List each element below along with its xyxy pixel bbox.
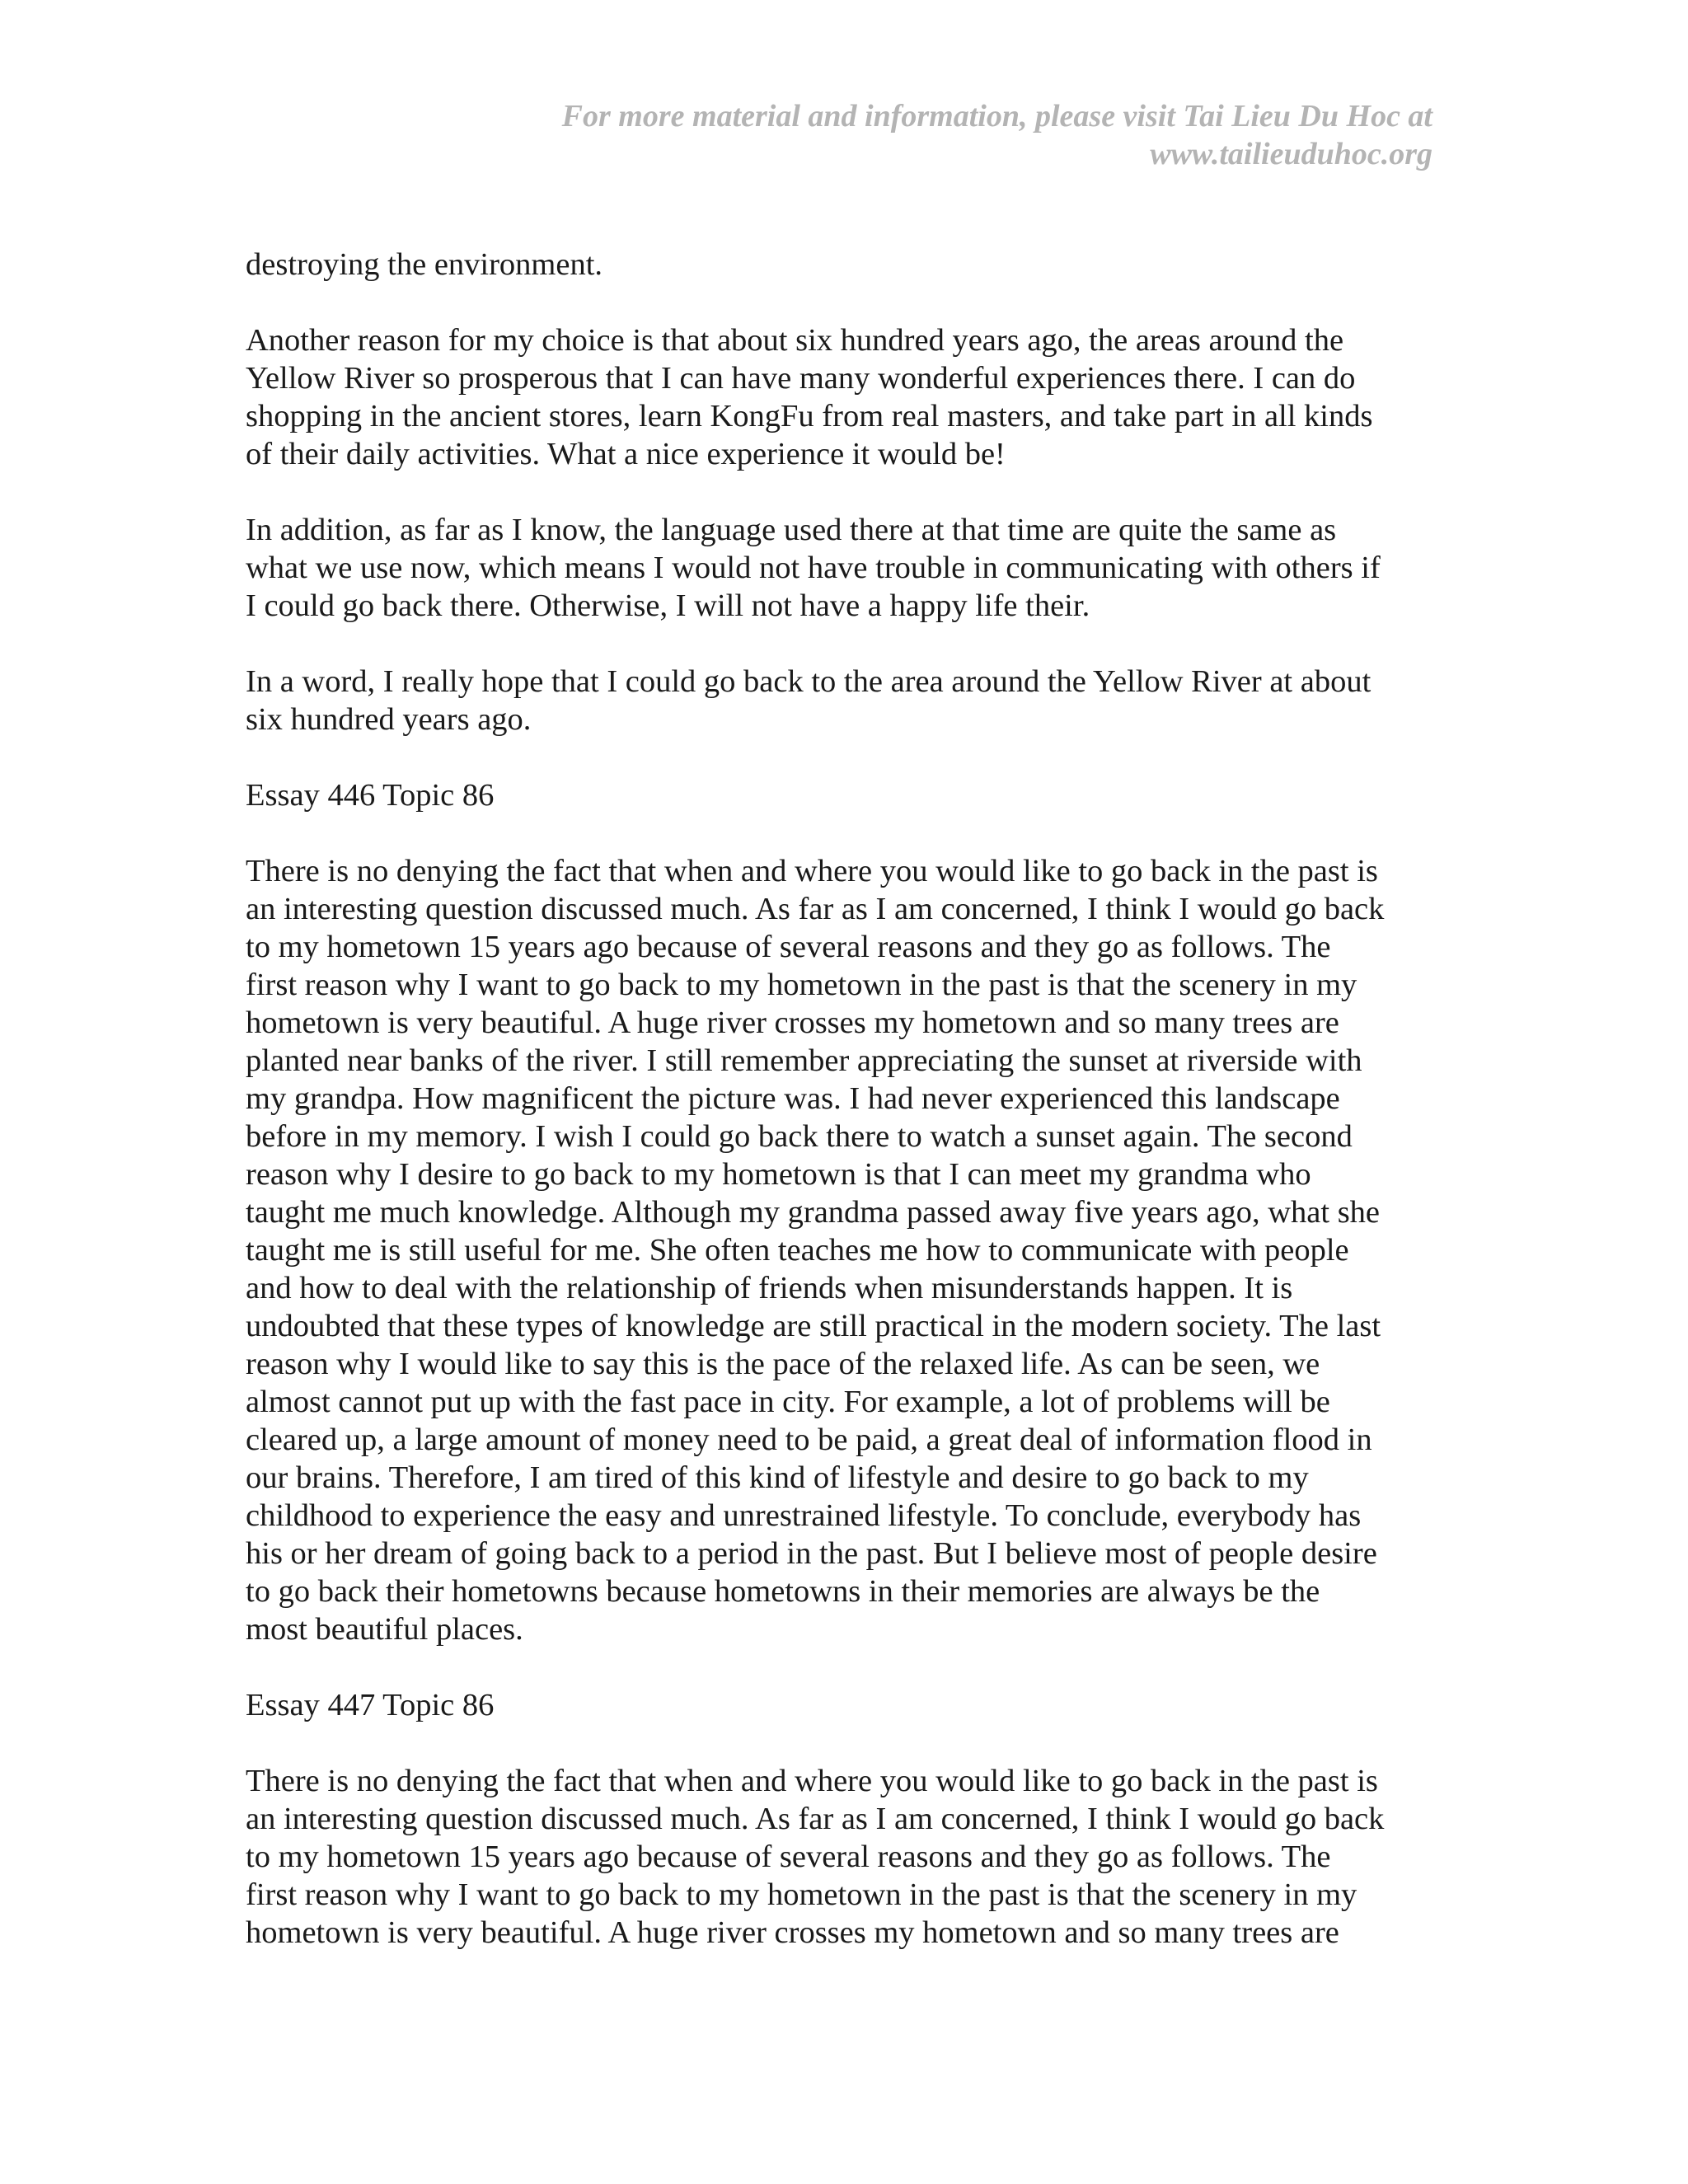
text-line: Essay 447 Topic 86 — [246, 1688, 495, 1722]
paragraph — [246, 663, 1449, 738]
text-line: childhood to experience the easy and unrestrained lifestyle. To conclude, everybody has — [246, 1498, 1362, 1533]
text-line: shopping in the ancient stores, learn KongFu from real masters, and take part in all kinds — [246, 399, 1373, 434]
text-line: reason why I desire to go back to my hometown is that I can meet my grandma who — [246, 1157, 1311, 1192]
text-line: to my hometown 15 years ago because of several reasons and they go as follows. The — [246, 930, 1331, 964]
header-line-1: For more material and information, please visit Tai Lieu Du Hoc at — [561, 99, 1432, 134]
text-line: In addition, as far as I know, the language used there at that time are quite the same as — [246, 513, 1337, 547]
text-line: hometown is very beautiful. A huge river crosses my hometown and so many trees are — [246, 1915, 1339, 1950]
text-line: Essay 446 Topic 86 — [246, 778, 495, 813]
text-line: I could go back there. Otherwise, I will not have a happy life their. — [246, 588, 1090, 623]
text-line: our brains. Therefore, I am tired of this kind of lifestyle and desire to go back to my — [246, 1460, 1309, 1495]
text-line: first reason why I want to go back to my hometown in the past is that the scenery in my — [246, 1877, 1357, 1912]
text-line: first reason why I want to go back to my hometown in the past is that the scenery in my — [246, 968, 1357, 1002]
text-line: an interesting question discussed much. As far as I am concerned, I think I would go back — [246, 892, 1385, 926]
paragraph — [246, 1762, 1449, 1952]
text-line: almost cannot put up with the fast pace in city. For example, a lot of problems will be — [246, 1385, 1330, 1419]
header-line-2: www.tailieuduhoc.org — [1150, 137, 1432, 171]
text-line: Yellow River so prosperous that I can have many wonderful experiences there. I can do — [246, 361, 1356, 396]
text-line: to go back their hometowns because hometowns in their memories are always be the — [246, 1574, 1320, 1609]
paragraph — [246, 246, 1449, 284]
paragraph — [246, 852, 1449, 1648]
text-line: my grandpa. How magnificent the picture was. I had never experienced this landscape — [246, 1081, 1340, 1116]
text-line: six hundred years ago. — [246, 702, 532, 737]
text-line: taught me much knowledge. Although my grandma passed away five years ago, what she — [246, 1195, 1381, 1230]
text-line: cleared up, a large amount of money need to be paid, a great deal of information flood in — [246, 1422, 1372, 1457]
text-line: most beautiful places. — [246, 1612, 523, 1647]
text-line: reason why I would like to say this is the pace of the relaxed life. As can be seen, we — [246, 1347, 1320, 1381]
text-line: taught me is still useful for me. She often teaches me how to communicate with people — [246, 1233, 1349, 1268]
paragraph — [246, 321, 1449, 473]
page-header — [361, 97, 1432, 173]
text-line: his or her dream of going back to a period in the past. But I believe most of people desire — [246, 1536, 1377, 1571]
text-line: destroying the environment. — [246, 247, 603, 282]
text-line: an interesting question discussed much. As far as I am concerned, I think I would go back — [246, 1802, 1385, 1836]
document-body — [246, 246, 1449, 1952]
text-line: what we use now, which means I would not have trouble in communicating with others if — [246, 551, 1381, 585]
paragraph — [246, 1686, 1449, 1724]
text-line: undoubted that these types of knowledge are still practical in the modern society. The last — [246, 1309, 1381, 1343]
text-line: and how to deal with the relationship of friends when misunderstands happen. It is — [246, 1271, 1293, 1305]
text-line: of their daily activities. What a nice experience it would be! — [246, 437, 1006, 471]
text-line: to my hometown 15 years ago because of several reasons and they go as follows. The — [246, 1840, 1331, 1874]
text-line: In a word, I really hope that I could go back to the area around the Yellow River at about — [246, 664, 1372, 699]
paragraph — [246, 776, 1449, 814]
text-line: hometown is very beautiful. A huge river crosses my hometown and so many trees are — [246, 1005, 1339, 1040]
paragraph — [246, 511, 1449, 625]
text-line: before in my memory. I wish I could go back there to watch a sunset again. The second — [246, 1119, 1353, 1154]
text-line: Another reason for my choice is that about six hundred years ago, the areas around the — [246, 323, 1344, 358]
text-line: There is no denying the fact that when and where you would like to go back in the past is — [246, 1764, 1378, 1798]
text-line: planted near banks of the river. I still remember appreciating the sunset at riverside with — [246, 1043, 1362, 1078]
text-line: There is no denying the fact that when and where you would like to go back in the past is — [246, 854, 1378, 888]
